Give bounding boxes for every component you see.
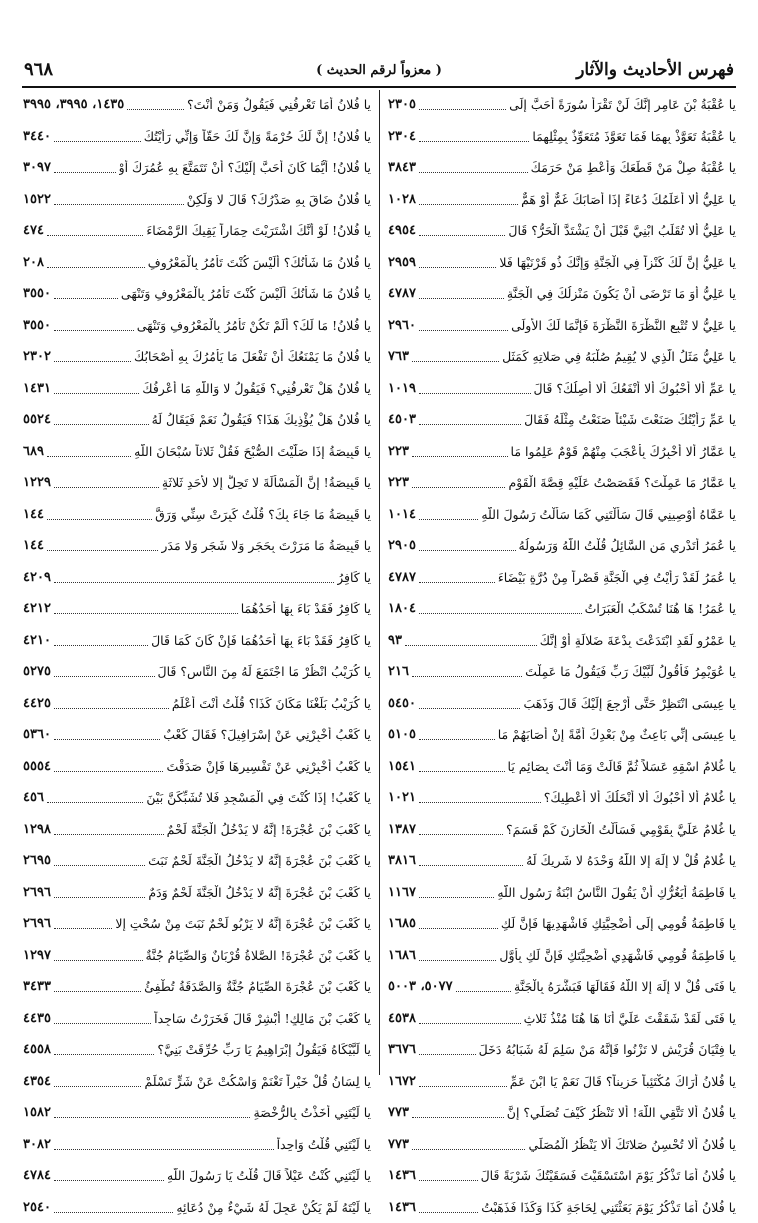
- column-divider: [379, 90, 380, 1075]
- hadith-number: ٤٣٥٤: [23, 1074, 51, 1089]
- dot-leader: [54, 676, 155, 677]
- hadith-number: ١٤٣٦: [388, 1200, 416, 1215]
- hadith-number: ١٥٢٢: [23, 192, 51, 207]
- hadith-number: ٢٩٠٥: [388, 538, 416, 553]
- entry-text: يا كَافِرُ فَقَدْ بَاءَ بِهَا أَحَدُهُمَا فَإِنْ كَانَ كَمَا قَالَ: [151, 633, 371, 648]
- hadith-number: ٤٤٢٥: [23, 696, 51, 711]
- hadith-number: ١٢٢٩: [23, 475, 51, 490]
- index-entry: [388, 971, 736, 1003]
- entry-text: يا عَلِيُّ أَلا أُعَلِّمُكَ دُعَاءً إِذَا أَصَابَكَ غَمٌّ أَوْ هَمٌّ: [521, 192, 736, 207]
- dot-leader: [54, 960, 143, 961]
- index-entry: [388, 1003, 736, 1035]
- index-entry: [388, 751, 736, 783]
- index-entry: [388, 184, 736, 216]
- index-entry: [23, 971, 371, 1003]
- dot-leader: [412, 456, 508, 457]
- dot-leader: [54, 771, 164, 772]
- entry-text: يا فُلانُ أَمَا تَذْكُرُ يَوْمَ اسْتَسْقَيْتَ فَسَقَيْتُكَ شَرْبَةً قَالَ: [481, 1168, 736, 1183]
- entry-text: يا قَبِيصَةُ إِذَا صَلَّيْتَ الصُّبْحَ فَقُلْ ثَلاثاً سُبْحَانَ اللَّهِ: [134, 444, 371, 459]
- index-entry: [388, 499, 736, 531]
- dot-leader: [419, 928, 498, 929]
- dot-leader: [47, 550, 158, 551]
- hadith-number: ٧٧٣: [388, 1105, 409, 1120]
- index-entry: [388, 89, 736, 121]
- entry-text: يا فُلانُ! مَا لَكَ؟ أَلَمْ تَكُنْ تَأْمُرُ بِالْمَعْرُوفِ وَتَنْهَى: [137, 318, 371, 333]
- index-entry: [388, 1034, 736, 1066]
- entry-text: يا كُرَيْبُ بَلَغْنَا مَكَانَ كَذَا؟ قُلْتُ أَنْتَ أَعْلَمُ: [172, 696, 371, 711]
- dot-leader: [54, 487, 159, 488]
- index-entry: [388, 121, 736, 153]
- hadith-number: ٥٥٢٤: [23, 412, 51, 427]
- hadith-number: ١٦٧٢: [388, 1074, 416, 1089]
- hadith-number: ١٥٨٢: [23, 1105, 51, 1120]
- hadith-number: ١٤٣٥، ٣٩٩٥، ٣٩٩٥: [23, 97, 124, 112]
- index-entry: [388, 593, 736, 625]
- dot-leader: [419, 960, 496, 961]
- hadith-number: ٣٨٤٣: [388, 160, 416, 175]
- dot-leader: [419, 739, 495, 740]
- dot-leader: [419, 582, 495, 583]
- dot-leader: [412, 487, 506, 488]
- hadith-number: ٣٤٤٠: [23, 129, 51, 144]
- dot-leader: [419, 330, 508, 331]
- hadith-number: ٣٠٩٧: [23, 160, 51, 175]
- entry-text: يا فَتَى قُلْ لا إِلَهَ إِلا اللَّهُ فَقَالَهَا فَبَشَّرَهُ بِالْجَنَّةِ: [514, 979, 736, 994]
- entry-text: يا كَعْبُ! إِذَا كُنْتَ فِي الْمَسْجِدِ فَلا تُشَبِّكَنَّ بَيْنَ: [146, 790, 371, 805]
- entry-text: يا لِسَانُ قُلْ خَيْراً تَغْنَمْ وَاسْكُتْ عَنْ شَرٍّ تَسْلَمْ: [144, 1074, 371, 1089]
- entry-text: يا فَاطِمَةُ قُومِي إِلَى أُضْحِيَّتِكِ فَاشْهَدِيهَا فَإِنَّ لَكِ: [501, 916, 736, 931]
- entry-text: يا لَيْتَهُ لَمْ يَكُنْ عَجِلَ لَهُ شَيْءٌ مِنْ دُعَائِهِ: [176, 1200, 371, 1215]
- index-entry: [388, 940, 736, 972]
- hadith-number: ٢٣٠٥: [388, 97, 416, 112]
- header-subtitle: ( معزواً لرقم الحديث ): [22, 63, 736, 78]
- entry-text: يا عُقْبَةُ تَعَوَّذْ بِهِمَا فَمَا تَعَوَّذَ مُتَعَوِّذٌ بِمِثْلِهِمَا: [532, 129, 736, 144]
- index-entry: [23, 1160, 371, 1192]
- entry-text: يا قَبِيصَةُ مَا مَرَرْتَ بِحَجَرٍ وَلا شَجَرٍ وَلا مَدَرٍ: [161, 538, 371, 553]
- dot-leader: [47, 267, 145, 268]
- entry-text: يا كَافِرُ: [337, 570, 371, 585]
- hadith-number: ٥٤٥٠: [388, 696, 416, 711]
- entry-text: يا عَلِيُّ أَوَ مَا تَرْضَى أَنْ يَكُونَ مَنْزِلُكَ فِي الْجَنَّةِ: [507, 286, 736, 301]
- dot-leader: [54, 1212, 173, 1213]
- hadith-number: ٤٧٤: [23, 223, 44, 238]
- hadith-number: ٧٧٣: [388, 1137, 409, 1152]
- hadith-number: ٤٥٠٣: [388, 412, 416, 427]
- dot-leader: [47, 235, 143, 236]
- index-entry: [23, 562, 371, 594]
- dot-leader: [419, 1086, 507, 1087]
- entry-text: يا عِيسَى انْتَظِرْ حَتَّى أَرْجِعَ إِلَيْكَ قَالَ وَذَهَبَ: [523, 696, 736, 711]
- right-column: [388, 89, 736, 1223]
- hadith-number: ١٦٨٦: [388, 948, 416, 963]
- index-entry: [388, 845, 736, 877]
- index-entry: [23, 782, 371, 814]
- dot-leader: [54, 141, 141, 142]
- entry-text: يا فُلانُ! إِنَّ لَكَ حُرْمَةً وَإِنَّ لَكَ حَقّاً وَإِنِّي رَأَيْتُكَ: [144, 129, 371, 144]
- header-rule: [22, 86, 736, 88]
- index-entry: [23, 341, 371, 373]
- dot-leader: [419, 802, 541, 803]
- dot-leader: [412, 1117, 504, 1118]
- hadith-number: ٥٢٧٥: [23, 664, 51, 679]
- hadith-number: ٤٢١٢: [23, 601, 51, 616]
- hadith-number: ٢٢٣: [388, 475, 409, 490]
- dot-leader: [419, 771, 505, 772]
- hadith-number: ١٤٤: [23, 538, 44, 553]
- entry-text: يا غُلامُ أَلا أَحْبُوكَ أَلا أَنْحَلُكَ أَلا أُعْطِيكَ؟: [544, 790, 736, 805]
- index-entry: [23, 247, 371, 279]
- index-entry: [23, 436, 371, 468]
- hadith-number: ١٠١٤: [388, 507, 416, 522]
- hadith-number: ٤٢٠٩: [23, 570, 51, 585]
- hadith-number: ٤٧٨٤: [23, 1168, 51, 1183]
- entry-text: يا عَلِيُّ أَلا تُقَلِّبُ ابْنِيَّ قَبْلَ أَنْ يَشْتَدَّ الْحَرُّ؟ قَالَ: [508, 223, 736, 238]
- entry-text: يا كَعْبَ بْنَ عُجْرَةَ! الصَّلاةُ قُرْبَانٌ وَالصِّيَامُ جُنَّةٌ: [146, 948, 372, 963]
- index-entry: [23, 121, 371, 153]
- entry-text: يا فُلانُ أَلا تُحْسِنُ صَلاتَكَ أَلا يَنْظُرُ الْمُصَلِّي: [528, 1137, 736, 1152]
- index-entry: [388, 782, 736, 814]
- index-entry: [23, 278, 371, 310]
- hadith-number: ٢٣٠٤: [388, 129, 416, 144]
- dot-leader: [54, 582, 334, 583]
- dot-leader: [54, 1180, 164, 1181]
- entry-text: يا عَلِيُّ إِنَّ لَكَ كَنْزاً فِي الْجَنَّةِ وَإِنَّكَ ذُو قَرْنَيْهَا فَلا: [499, 255, 736, 270]
- index-entry: [388, 467, 736, 499]
- index-entry: [23, 688, 371, 720]
- index-entry: [23, 373, 371, 405]
- index-entry: [388, 719, 736, 751]
- index-entry: [388, 404, 736, 436]
- dot-leader: [54, 613, 238, 614]
- hadith-number: ٣٥٥٠: [23, 318, 51, 333]
- index-entry: [23, 1066, 371, 1098]
- dot-leader: [419, 550, 516, 551]
- index-entry: [23, 908, 371, 940]
- hadith-number: ٣٨١٦: [388, 853, 416, 868]
- entry-text: يا غُلامُ عَلَيَّ بِقَوْمِي فَسَأَلْتُ الْخَازِنَ كَمْ قَسَمَ؟: [506, 822, 736, 837]
- index-entry: [388, 562, 736, 594]
- hadith-number: ٤٢١٠: [23, 633, 51, 648]
- dot-leader: [54, 393, 139, 394]
- dot-leader: [405, 645, 537, 646]
- hadith-number: ١٢٩٧: [23, 948, 51, 963]
- entry-text: يا عُمَرُ لَقَدْ رَأَيْتُ فِي الْجَنَّةِ قَصْراً مِنْ دُرَّةٍ بَيْضَاءَ: [498, 570, 736, 585]
- index-entry: [23, 1192, 371, 1223]
- dot-leader: [54, 897, 145, 898]
- entry-text: يا كَعْبَ بْنَ عُجْرَةَ إِنَّهُ لا يَدْخُلُ الْجَنَّةَ لَحْمٌ وَدَمٌ: [148, 885, 371, 900]
- hadith-number: ٥٥٥٤: [23, 759, 51, 774]
- dot-leader: [419, 613, 582, 614]
- hadith-number: ٤٧٨٧: [388, 286, 416, 301]
- dot-leader: [419, 1180, 478, 1181]
- entry-text: يا فُلانُ أَمَا تَذْكُرُ يَوْمَ بَعَثْتَنِي لِحَاجَةِ كَذَا وَكَذَا فَذَهَبْتُ: [481, 1200, 736, 1215]
- index-entry: [23, 530, 371, 562]
- entry-text: يا عُمَرُ أَتَدْرِي مَنِ السَّائِلُ قُلْتُ اللَّهُ وَرَسُولُهُ: [519, 538, 736, 553]
- index-entry: [388, 152, 736, 184]
- index-entry: [23, 467, 371, 499]
- entry-text: يا قَبِيصَةُ! إِنَّ الْمَسْأَلَةَ لا تَحِلُّ إِلا لأَحَدِ ثَلاثَةٍ: [162, 475, 371, 490]
- index-entry: [23, 877, 371, 909]
- entry-text: يا عَمِّ رَأَيْتُكَ صَنَعْتَ شَيْئاً صَنَعْتُ مِثْلَهُ فَقَالَ: [524, 412, 736, 427]
- hadith-number: ٣٤٣٣: [23, 979, 51, 994]
- entry-text: يا كَعْبُ أَخْبِرْنِي عَنْ إِسْرَافِيلَ؟ فَقَالَ كَعْبٌ: [163, 727, 371, 742]
- hadith-number: ٦٨٩: [23, 444, 44, 459]
- hadith-number: ٣٠٨٢: [23, 1137, 51, 1152]
- entry-text: يا لَيْتَنِي كُنْتُ عَيْلاً قَالَ قُلْتُ يَا رَسُولَ اللَّهِ: [167, 1168, 371, 1183]
- entry-text: يا فِتْيَانَ قُرَيْشٍ لا تَزْنُوا فَإِنَّهُ مَنْ سَلِمَ لَهُ شَبَابُهُ دَخَلَ: [479, 1042, 736, 1057]
- header-title: فهرس الأحاديث والآثار: [576, 60, 734, 80]
- index-entry: [23, 814, 371, 846]
- dot-leader: [47, 802, 143, 803]
- dot-leader: [54, 1086, 142, 1087]
- entry-text: يا كَعْبَ بْنَ عُجْرَةَ إِنَّهُ لا يَدْخُلُ الْجَنَّةَ لَحْمٌ نَبَتَ: [148, 853, 371, 868]
- dot-leader: [419, 865, 523, 866]
- hadith-number: ٢٠٨: [23, 255, 44, 270]
- index-entry: [388, 688, 736, 720]
- hadith-number: ٩٣: [388, 633, 402, 648]
- entry-text: يا فُلانُ مَا شَأْنُكَ أَلَيْسَ كُنْتَ تَأْمُرُ بِالْمَعْرُوفِ وَتَنْهَى: [121, 286, 371, 301]
- dot-leader: [419, 267, 496, 268]
- hadith-number: ٢١٦: [388, 664, 409, 679]
- index-entry: [23, 215, 371, 247]
- entry-text: يا غُلامُ اسْقِهِ عَسَلاً ثُمَّ قَالَتْ وَمَا أَنْتَ بِصَائِمٍ يَا: [508, 759, 736, 774]
- hadith-number: ١٠٢٨: [388, 192, 416, 207]
- dot-leader: [54, 204, 184, 205]
- dot-leader: [54, 1023, 151, 1024]
- dot-leader: [54, 172, 116, 173]
- index-entry: [23, 845, 371, 877]
- hadith-number: ٤٧٨٧: [388, 570, 416, 585]
- index-entry: [23, 719, 371, 751]
- dot-leader: [54, 298, 118, 299]
- entry-text: يا فُلانُ! أَيُّمَا كَانَ أَحَبَّ إِلَيْكَ؟ أَنْ تَتَمَتَّعَ بِهِ عُمُرَكَ أَوْ: [119, 160, 371, 175]
- index-entry: [388, 1192, 736, 1223]
- entry-text: يا فَاطِمَةُ قُومِي فَاشْهَدِي أُضْحِيَّتَكِ فَإِنَّ لَكِ بِأَوَّلِ: [499, 948, 736, 963]
- hadith-number: ٤٤٣٥: [23, 1011, 51, 1026]
- index-entry: [388, 1066, 736, 1098]
- dot-leader: [419, 834, 503, 835]
- index-entry: [388, 215, 736, 247]
- entry-text: يا فَتَى لَقَدْ شَقَقْتَ عَلَيَّ أَنَا هَا هُنَا مُنْذُ ثَلاثٍ: [524, 1011, 736, 1026]
- entry-text: يا لَبَّيْكَاهُ فَيَقُولُ إِبْرَاهِيمُ يَا رَبِّ حُرِّقَتْ بَنِيَّ؟: [157, 1042, 371, 1057]
- dot-leader: [54, 928, 112, 929]
- hadith-number: ٥٠٧٧، ٥٠٠٣: [388, 979, 453, 994]
- index-entry: [388, 341, 736, 373]
- entry-text: يا عَمَّاهُ أَوْصِينِي قَالَ سَأَلْتَنِي كَمَا سَأَلْتُ رَسُولَ اللَّهِ: [481, 507, 736, 522]
- hadith-number: ٥٣٦٠: [23, 727, 51, 742]
- dot-leader: [54, 1149, 274, 1150]
- hadith-number: ٢٩٦٠: [388, 318, 416, 333]
- index-entry: [388, 625, 736, 657]
- dot-leader: [419, 1023, 521, 1024]
- entry-text: يا عَلِيُّ لا تُتْبِعِ النَّظْرَةَ النَّظْرَةَ فَإِنَّمَا لَكَ الأُولَى: [511, 318, 736, 333]
- index-entry: [23, 404, 371, 436]
- entry-text: يا عَمَّارُ أَلا أُخْبِرُكَ بِأَعْجَبَ مِنْهُمْ قَوْمٌ عَلِمُوا مَا: [511, 444, 736, 459]
- dot-leader: [127, 109, 184, 110]
- dot-leader: [54, 645, 148, 646]
- entry-text: يا عَلِيُّ مَثَلُ الَّذِي لا يُقِيمُ صُلْبَهُ فِي صَلاتِهِ كَمَثَلِ: [502, 349, 736, 364]
- dot-leader: [412, 676, 522, 677]
- index-entry: [23, 1003, 371, 1035]
- hadith-number: ٤٥٦: [23, 790, 44, 805]
- dot-leader: [419, 1212, 478, 1213]
- hadith-number: ٤٥٥٨: [23, 1042, 51, 1057]
- index-entry: [23, 751, 371, 783]
- index-entry: [388, 877, 736, 909]
- dot-leader: [419, 708, 521, 709]
- entry-text: يا فُلانُ مَا شَأْنُكَ؟ أَلَيْسَ كُنْتَ تَأْمُرُ بِالْمَعْرُوفِ: [148, 255, 371, 270]
- entry-text: يا فُلانُ أَمَا تَعْرِفُنِي فَيَقُولُ وَمَنْ أَنْتَ؟: [187, 97, 371, 112]
- index-entry: [23, 310, 371, 342]
- dot-leader: [54, 1054, 154, 1055]
- index-entry: [23, 940, 371, 972]
- index-entry: [23, 152, 371, 184]
- index-entry: [23, 593, 371, 625]
- hadith-number: ١٤٣١: [23, 381, 51, 396]
- left-column: [23, 89, 371, 1223]
- dot-leader: [47, 456, 131, 457]
- dot-leader: [412, 361, 499, 362]
- entry-text: يا فُلانُ! لَوْ أَنَّكَ اشْتَرَيْتَ حِمَاراً يَقِيكَ الرَّمْضَاءَ: [146, 223, 371, 238]
- index-entry: [23, 1034, 371, 1066]
- dot-leader: [419, 298, 504, 299]
- dot-leader: [54, 1117, 251, 1118]
- page-header: [22, 58, 736, 84]
- dot-leader: [412, 1149, 526, 1150]
- hadith-number: ٢٦٩٦: [23, 885, 51, 900]
- hadith-number: ١٨٠٤: [388, 601, 416, 616]
- hadith-number: ٢٦٩٥: [23, 853, 51, 868]
- dot-leader: [419, 1054, 476, 1055]
- index-entry: [23, 625, 371, 657]
- dot-leader: [54, 708, 169, 709]
- index-entry: [23, 89, 371, 121]
- entry-text: يا كَافِرُ فَقَدْ بَاءَ بِهَا أَحَدُهُمَا: [241, 601, 371, 616]
- entry-text: يا عَمَّارُ مَا عَمِلْتَ؟ فَقَصَصْتُ عَلَيْهِ قِصَّةَ الْقَوْمِ: [508, 475, 736, 490]
- hadith-number: ١٠١٩: [388, 381, 416, 396]
- hadith-number: ٢٥٤٠: [23, 1200, 51, 1215]
- hadith-number: ٢٢٣: [388, 444, 409, 459]
- index-entry: [23, 656, 371, 688]
- entry-text: يا فُلانُ مَا يَمْنَعُكَ أَنْ تَفْعَلَ مَا يَأْمُرُكَ بِهِ أَصْحَابُكَ: [134, 349, 371, 364]
- dot-leader: [54, 991, 141, 992]
- entry-text: يا عِيسَى إِنِّي بَاعِثٌ مِنْ بَعْدِكَ أُمَّةً إِنْ أَصَابَهُمْ مَا: [498, 727, 736, 742]
- entry-text: يا غُلامُ قُلْ لا إِلَهَ إِلا اللَّهُ وَحْدَهُ لا شَرِيكَ لَهُ: [526, 853, 736, 868]
- index-entry: [23, 499, 371, 531]
- dot-leader: [419, 141, 529, 142]
- entry-text: يا كُرَيْبُ انْظُرْ مَا اجْتَمَعَ لَهُ مِنَ النَّاسِ؟ قَالَ: [158, 664, 371, 679]
- entry-text: يا فُلانُ هَلْ يُؤْذِيكَ هَذَا؟ فَيَقُولُ نَعَمْ فَيَقَالُ لَهُ: [152, 412, 371, 427]
- entry-text: يا كَعْبُ أَخْبِرْنِي عَنْ تَفْسِيرِهَا فَإِنْ صَدَقْتَ: [166, 759, 371, 774]
- index-entry: [388, 908, 736, 940]
- hadith-number: ١٦٨٥: [388, 916, 416, 931]
- index-entry: [388, 656, 736, 688]
- dot-leader: [419, 109, 506, 110]
- hadith-number: ١٠٢١: [388, 790, 416, 805]
- entry-text: يا لَيْتَنِي أَخَذْتُ بِالرُّخْصَةِ: [253, 1105, 371, 1120]
- dot-leader: [419, 519, 478, 520]
- dot-leader: [54, 361, 131, 362]
- page-number: ٩٦٨: [24, 59, 53, 80]
- entry-text: يا كَعْبَ بْنَ مَالِكٍ! أَبْشِرْ قَالَ فَخَرَرْتُ سَاجِداً: [154, 1011, 371, 1026]
- hadith-number: ١٥٤١: [388, 759, 416, 774]
- dot-leader: [419, 235, 505, 236]
- dot-leader: [54, 739, 160, 740]
- entry-text: يا فُلانُ أَرَاكَ مُكْتَئِباً حَزِيناً؟ قَالَ نَعَمْ يَا ابْنَ عَمِّ: [510, 1074, 736, 1089]
- hadith-number: ٥١٠٥: [388, 727, 416, 742]
- dot-leader: [54, 834, 164, 835]
- entry-text: يا عُقْبَةُ صِلْ مَنْ قَطَعَكَ وَأَعْطِ مَنْ حَرَمَكَ: [531, 160, 736, 175]
- entry-text: يا فُلانُ هَلْ تَعْرِفُنِي؟ فَيَقُولُ لا وَاللَّهِ مَا أَعْرِفُكَ: [142, 381, 371, 396]
- dot-leader: [419, 897, 494, 898]
- dot-leader: [54, 865, 145, 866]
- dot-leader: [419, 172, 528, 173]
- index-entry: [388, 814, 736, 846]
- hadith-number: ١٤٣٦: [388, 1168, 416, 1183]
- dot-leader: [419, 393, 531, 394]
- index-entry: [388, 310, 736, 342]
- hadith-number: ٢٩٥٩: [388, 255, 416, 270]
- entry-text: يا قَبِيصَةُ مَا جَاءَ بِكَ؟ قُلْتُ كَبِرَتْ سِنِّي وَرَقَّ: [155, 507, 371, 522]
- entry-text: يا كَعْبَ بْنَ عُجْرَةَ إِنَّهُ لا يَرْبُو لَحْمٌ نَبَتَ مِنْ سُحْتٍ إِلا: [115, 916, 371, 931]
- hadith-number: ٣٦٧٦: [388, 1042, 416, 1057]
- index-entry: [388, 278, 736, 310]
- entry-text: يا عُقْبَةُ بْنَ عَامِرٍ إِنَّكَ لَنْ تَقْرَأَ سُورَةً أَحَبَّ إِلَى: [509, 97, 736, 112]
- index-entry: [388, 1129, 736, 1161]
- hadith-number: ١١٦٧: [388, 885, 416, 900]
- entry-text: يا عُمَرُ! هَا هُنَا تُسْكَبُ الْعَبَرَاتُ: [585, 601, 736, 616]
- hadith-number: ٤٩٥٤: [388, 223, 416, 238]
- hadith-number: ٤٥٣٨: [388, 1011, 416, 1026]
- index-entry: [388, 530, 736, 562]
- entry-text: يا كَعْبَ بْنَ عُجْرَةَ! إِنَّهُ لا يَدْخُلُ الْجَنَّةَ لَحْمٌ: [167, 822, 371, 837]
- entry-text: يا فَاطِمَةُ أَيَغُرُّكِ أَنْ يَقُولَ النَّاسُ ابْنَةُ رَسُولِ اللَّهِ: [497, 885, 736, 900]
- dot-leader: [47, 519, 152, 520]
- dot-leader: [419, 424, 521, 425]
- hadith-number: ١٣٨٧: [388, 822, 416, 837]
- entry-text: يا عَمْرُو لَقَدِ ابْتَدَعْتَ بِدْعَةَ ضَلالَةٍ أَوْ إِنَّكَ: [540, 633, 736, 648]
- hadith-number: ٣٥٥٠: [23, 286, 51, 301]
- dot-leader: [419, 204, 518, 205]
- index-entry: [388, 373, 736, 405]
- hadith-number: ٧٦٣: [388, 349, 409, 364]
- entry-text: يا لَيْتَنِي قُلْتُ وَاحِداً: [277, 1137, 371, 1152]
- entry-text: يا فُلانُ أَلا تَتَّقِي اللَّهَ! أَلا تَنْظُرُ كَيْفَ تُصَلِّي؟ إِنَّ: [507, 1105, 736, 1120]
- index-entry: [23, 1129, 371, 1161]
- entry-text: يا عَمِّ أَلا أَحْبُوكَ أَلا أَنْفَعُكَ أَلا أَصِلُكَ؟ قَالَ: [534, 381, 737, 396]
- index-entry: [23, 184, 371, 216]
- hadith-number: ١٤٤: [23, 507, 44, 522]
- index-entry: [388, 436, 736, 468]
- entry-text: يا كَعْبَ بْنَ عُجْرَةَ الصِّيَامُ جُنَّةٌ وَالصَّدَقَةُ تُطْفِئُ: [144, 979, 371, 994]
- entry-text: يا فُلانُ ضَاقَ بِهِ صَدْرُكَ؟ قَالَ لا وَلَكِنْ: [187, 192, 371, 207]
- dot-leader: [456, 991, 511, 992]
- dot-leader: [54, 330, 134, 331]
- hadith-number: ٢٣٠٢: [23, 349, 51, 364]
- index-entry: [388, 247, 736, 279]
- hadith-number: ٢٦٩٦: [23, 916, 51, 931]
- entry-text: يا عُوَيْمِرُ فَأَقُولُ لَبَّيْكَ رَبِّ فَيَقُولُ مَا عَمِلْتَ: [525, 664, 736, 679]
- index-entry: [388, 1160, 736, 1192]
- hadith-number: ١٢٩٨: [23, 822, 51, 837]
- dot-leader: [54, 424, 149, 425]
